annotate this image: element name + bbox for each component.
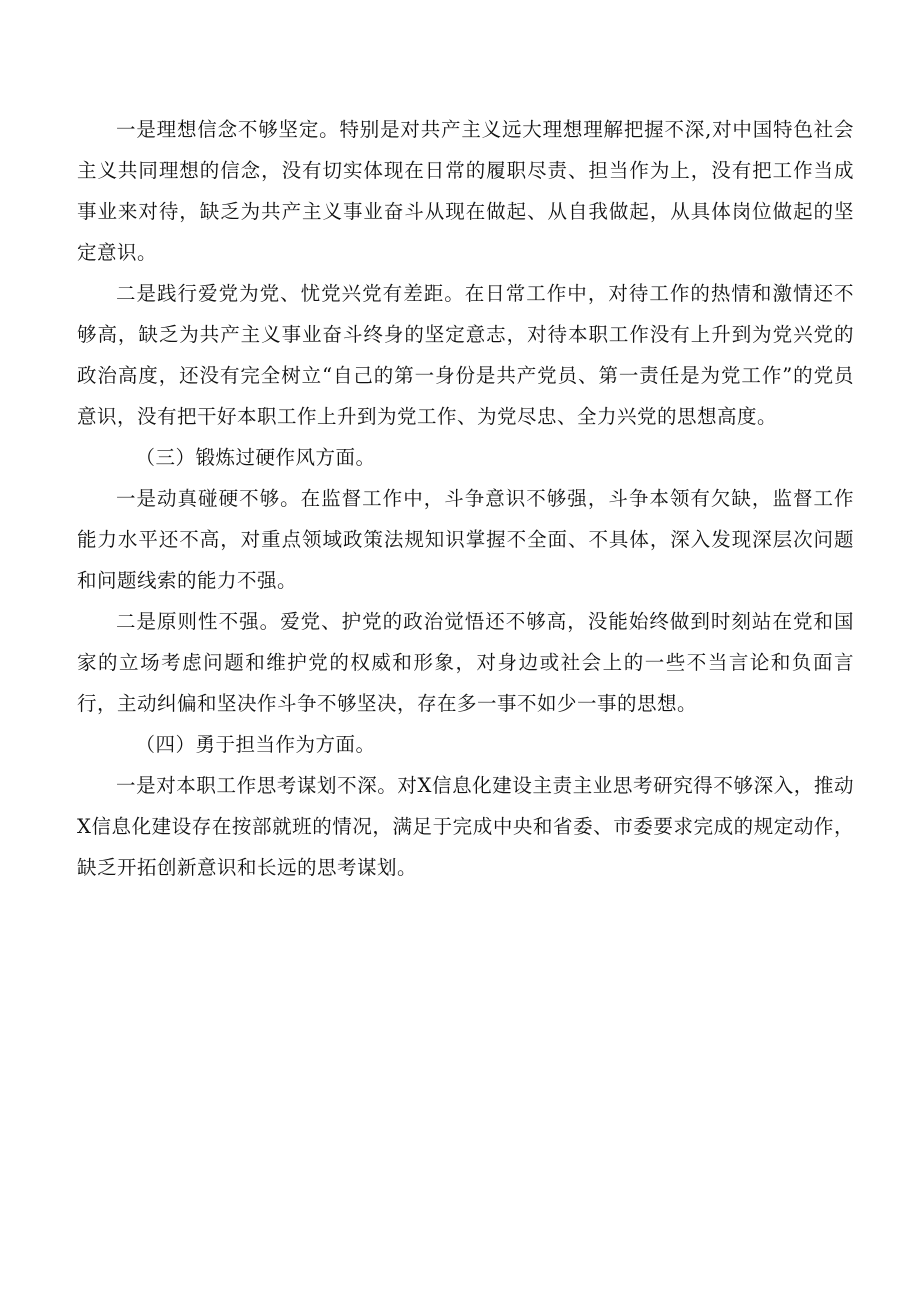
section-heading-three: （三）锻炼过硬作风方面。 — [135, 446, 376, 469]
paragraph-ideal-belief: 一是理想信念不够坚定。特别是对共产主义远大理想理解把握不深,对中国特色社会主义共同理想的信念，没有切实体现在日常的履职尽责、担当作为上，没有把工作当成事业来对待，缺乏为共产主义事业奋斗从现在做起、从自我做起，从具体岗位做起的坚定意识。 — [77, 118, 854, 264]
section-heading-four: （四）勇于担当作为方面。 — [135, 733, 376, 756]
paragraph-planning: 一是对本职工作思考谋划不深。对X信息化建设主责主业思考研究得不够深入，推动X信息化建设存在按部就班的情况，满足于完成中央和省委、市委要求完成的规定动作，缺乏开拓创新意识和长远的思考谋划。 — [77, 774, 854, 879]
paragraph-tough-enough: 一是动真碰硬不够。在监督工作中，斗争意识不够强，斗争本领有欠缺，监督工作能力水平还不高，对重点领域政策法规知识掌握不全面、不具体，深入发现深层次问题和问题线索的能力不强。 — [77, 487, 854, 592]
paragraph-principle: 二是原则性不强。爱党、护党的政治觉悟还不够高，没能始终做到时刻站在党和国家的立场考虑问题和维护党的权威和形象，对身边或社会上的一些不当言论和负面言行，主动纠偏和坚决作斗争不够坚决，存在多一事不如少一事的思想。 — [77, 610, 854, 715]
paragraph-love-party: 二是践行爱党为党、忧党兴党有差距。在日常工作中，对待工作的热情和激情还不够高，缺乏为共产主义事业奋斗终身的坚定意志，对待本职工作没有上升到为党兴党的政治高度，还没有完全树立“自己的第一身份是共产党员、第一责任是为党工作”的党员意识，没有把干好本职工作上升到为党工作、为党尽忠、全力兴党的思想高度。 — [77, 282, 854, 428]
